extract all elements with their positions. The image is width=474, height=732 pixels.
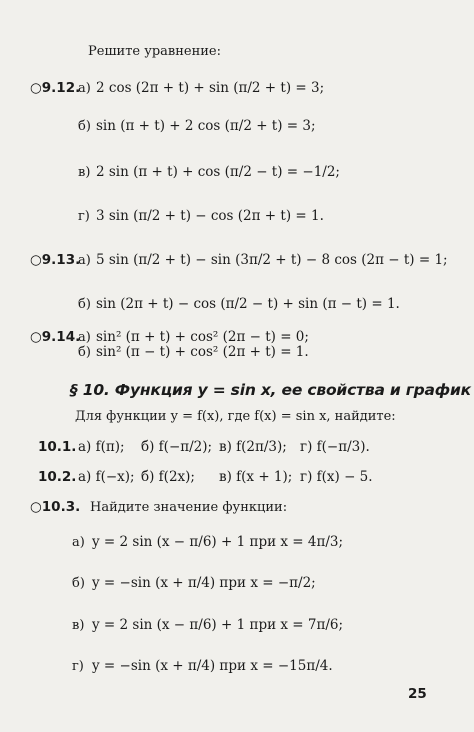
equation-9-13-a: 5 sin (π/2 + t) − sin (3π/2 + t) − 8 cos (2π − t) = 1; [96,252,448,268]
section-title: § 10. Функция y = sin x, ее свойства и график [70,381,471,399]
problem-number-9-14: ○9.14. [30,329,81,345]
equation-9-13-b: sin (2π + t) − cos (π/2 − t) + sin (π − t) = 1. [96,296,400,312]
equation-10-3-c: y = 2 sin (x − π/6) + 1 при x = 7π/6; [92,617,344,633]
part-label: б) [78,297,91,312]
equation-10-3-a: y = 2 sin (x − π/6) + 1 при x = 4π/3; [92,534,344,550]
problem-number-9-13: ○9.13. [30,252,81,268]
problem-number-9-12: ○9.12. [30,80,81,96]
item-10-1-a: а) f(π); [78,439,125,455]
page-number: 25 [408,686,427,702]
part-label: б) [78,119,91,134]
problem-10-3-heading: Найдите значение функции: [90,500,288,515]
part-label: в) [72,618,85,633]
bleed-through: ⠀ [300,48,309,61]
item-10-2-a: а) f(−x); [78,469,135,485]
part-label: в) [78,165,91,180]
item-10-1-b: б) f(−π/2); [141,439,213,455]
equation-9-14-b: sin² (π − t) + cos² (2π + t) = 1. [96,344,309,360]
equation-9-12-b: sin (π + t) + 2 cos (π/2 + t) = 3; [96,118,316,134]
equation-9-12-d: 3 sin (π/2 + t) − cos (2π + t) = 1. [96,208,324,224]
equation-9-14-a: sin² (π + t) + cos² (2π − t) = 0; [96,329,309,345]
equation-9-12-a: 2 cos (2π + t) + sin (π/2 + t) = 3; [96,80,325,96]
part-label: а) [78,253,91,268]
item-10-1-d: г) f(−π/3). [300,439,370,455]
item-10-1-c: в) f(2π/3); [219,439,287,455]
part-label: а) [78,81,91,96]
problem-number-10-1: 10.1. [38,439,77,455]
equation-10-3-b: y = −sin (x + π/4) при x = −π/2; [92,575,316,591]
part-label: а) [78,330,91,345]
part-label: б) [78,345,91,360]
problem-number-10-3: ○10.3. [30,499,81,515]
equation-10-3-d: y = −sin (x + π/4) при x = −15π/4. [92,658,333,674]
part-label: г) [72,659,84,674]
instruction-heading: Решите уравнение: [88,44,222,59]
equation-9-12-c: 2 sin (π + t) + cos (π/2 − t) = −1/2; [96,164,340,180]
problem-number-10-2: 10.2. [38,469,77,485]
item-10-2-d: г) f(x) − 5. [300,469,373,485]
item-10-2-b: б) f(2x); [141,469,195,485]
part-label: г) [78,209,90,224]
section-intro: Для функции y = f(x), где f(x) = sin x, найдите: [75,409,396,424]
part-label: а) [72,535,85,550]
part-label: б) [72,576,85,591]
item-10-2-c: в) f(x + 1); [219,469,293,485]
